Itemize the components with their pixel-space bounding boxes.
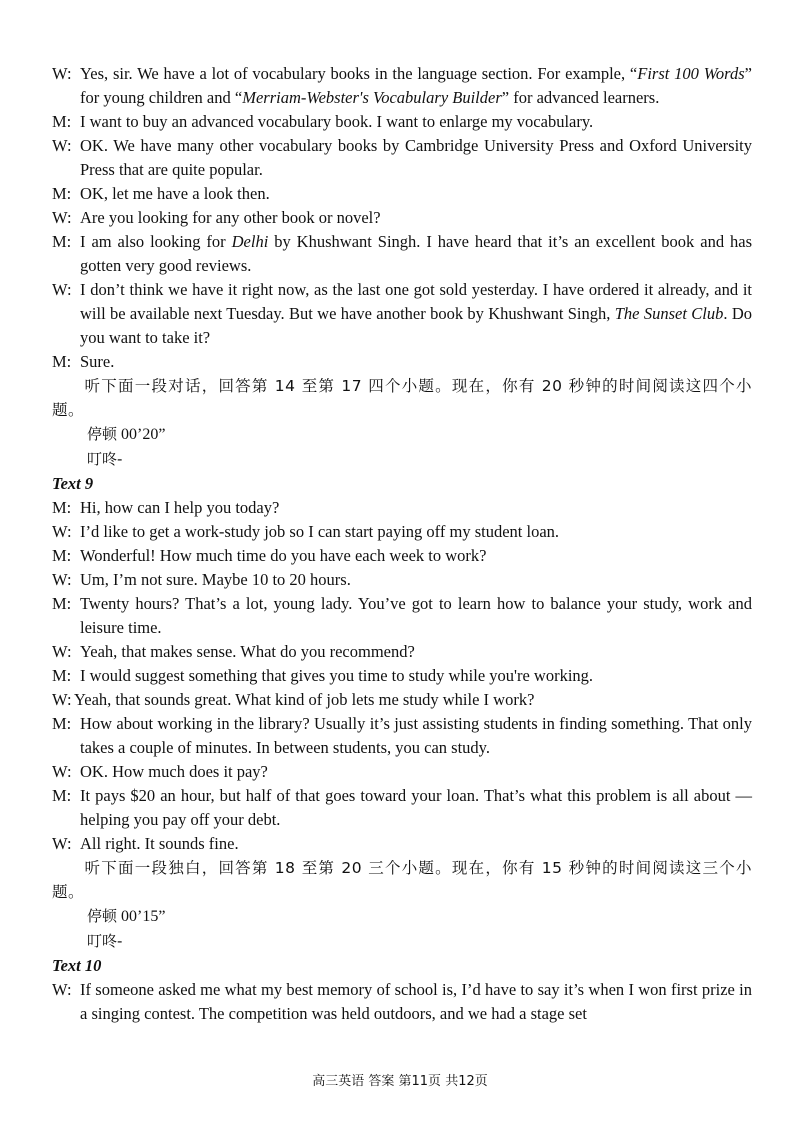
dialogue-text: OK, let me have a look then. — [80, 184, 270, 203]
speaker-label: W: — [52, 64, 76, 83]
speaker-label: M: — [52, 498, 76, 517]
dialogue-text: It pays $20 an hour, but half of that goes toward your loan. That’s what this problem is all about — helping you pay off your debt. — [80, 786, 752, 829]
speaker-label: M: — [52, 666, 76, 685]
dialogue-turn — [52, 182, 752, 206]
speaker-label: W: — [52, 570, 76, 589]
dialogue-turn — [52, 640, 752, 664]
dialogue-text: If someone asked me what my best memory of school is, I’d have to say it’s when I won first prize in a singing contest. The competition was held outdoors, and we had a stage set — [80, 980, 752, 1023]
dialogue-text: How about working in the library? Usually it’s just assisting students in finding something. That only takes a couple of minutes. In between students, you can study. — [80, 714, 752, 757]
speaker-label: M: — [52, 714, 76, 733]
speaker-label: W: — [52, 280, 76, 299]
dialogue-text: Yeah, that sounds great. What kind of job lets me study while I work? — [74, 690, 535, 709]
dialogue-turn — [52, 978, 752, 1026]
dialogue-turn — [52, 544, 752, 568]
speaker-label: M: — [52, 352, 76, 371]
speaker-label: M: — [52, 112, 76, 131]
dialogue-turn — [52, 688, 752, 712]
speaker-label: W: — [52, 136, 76, 155]
speaker-label: M: — [52, 594, 76, 613]
dialogue-turn — [52, 62, 752, 110]
dialogue-turn — [52, 832, 752, 856]
speaker-label: W: — [52, 690, 72, 709]
speaker-label: W: — [52, 642, 76, 661]
dialogue-text: I don’t think we have it right now, as the last one got sold yesterday. I have ordered it already, and it will be available next Tuesday. But we have another book by Khushwant Singh, The Sunset Club. Do you want to take it? — [80, 280, 752, 347]
dialogue-turn — [52, 230, 752, 278]
dialogue-text: OK. How much does it pay? — [80, 762, 268, 781]
pause-note: 停顿 00’20” — [87, 425, 166, 443]
book-title: Merriam-Webster's Vocabulary Builder — [242, 88, 502, 107]
dialogue-turn — [52, 760, 752, 784]
dialogue-turn — [52, 520, 752, 544]
chime-note: 叮咚- — [87, 932, 123, 950]
speaker-label: W: — [52, 522, 76, 541]
instruction-text: 听下面一段独白，回答第 18 至第 20 三个小题。现在，你有 15 秒钟的时间阅读这三个小题。 — [52, 859, 752, 901]
dialogue-text: Wonderful! How much time do you have each week to work? — [80, 546, 487, 565]
book-title: The Sunset Club — [614, 304, 724, 323]
dialogue-turn — [52, 568, 752, 592]
speaker-label: W: — [52, 980, 76, 999]
speaker-label: M: — [52, 786, 76, 805]
dialogue-text: Twenty hours? That’s a lot, young lady. You’ve got to learn how to balance your study, work and leisure time. — [80, 594, 752, 637]
speaker-label: M: — [52, 232, 76, 251]
dialogue-text: I would suggest something that gives you time to study while you're working. — [80, 666, 594, 685]
document-page — [52, 62, 752, 1026]
dialogue-text: Hi, how can I help you today? — [80, 498, 280, 517]
dialogue-text: Are you looking for any other book or novel? — [80, 208, 381, 227]
page-footer: 高三英语 答案 第11页 共12页 — [312, 1074, 488, 1089]
section-heading: Text 9 — [52, 474, 94, 493]
dialogue-turn — [52, 496, 752, 520]
section-heading: Text 10 — [52, 956, 102, 975]
dialogue-turn — [52, 784, 752, 832]
dialogue-text: I am also looking for Delhi by Khushwant Singh. I have heard that it’s an excellent book and has gotten very good reviews. — [80, 232, 753, 275]
book-title: Delhi — [231, 232, 269, 251]
dialogue-turn — [52, 350, 752, 374]
dialogue-turn — [52, 592, 752, 640]
dialogue-text: OK. We have many other vocabulary books by Cambridge University Press and Oxford University Press that are quite popular. — [80, 136, 752, 179]
dialogue-text: Um, I’m not sure. Maybe 10 to 20 hours. — [80, 570, 351, 589]
dialogue-text: All right. It sounds fine. — [80, 834, 239, 853]
dialogue-text: I want to buy an advanced vocabulary book. I want to enlarge my vocabulary. — [80, 112, 594, 131]
dialogue-turn — [52, 278, 752, 350]
dialogue-text: I’d like to get a work-study job so I can start paying off my student loan. — [80, 522, 560, 541]
dialogue-turn — [52, 712, 752, 760]
dialogue-turn — [52, 110, 752, 134]
speaker-label: M: — [52, 184, 76, 203]
dialogue-text: Sure. — [80, 352, 115, 371]
book-title: First 100 Words — [637, 64, 745, 83]
dialogue-text: Yes, sir. We have a lot of vocabulary books in the language section. For example, “First 100 Words” for young children and “Merriam-Webster's Vocabulary Builder” for advanced learners. — [80, 64, 752, 107]
dialogue-turn — [52, 134, 752, 182]
speaker-label: W: — [52, 762, 76, 781]
pause-note: 停顿 00’15” — [87, 907, 166, 925]
dialogue-turn — [52, 206, 752, 230]
instruction-text: 听下面一段对话，回答第 14 至第 17 四个小题。现在，你有 20 秒钟的时间阅读这四个小题。 — [52, 377, 752, 419]
dialogue-turn — [52, 664, 752, 688]
chime-note: 叮咚- — [87, 450, 123, 468]
speaker-label: W: — [52, 834, 76, 853]
speaker-label: W: — [52, 208, 76, 227]
dialogue-text: Yeah, that makes sense. What do you recommend? — [80, 642, 415, 661]
speaker-label: M: — [52, 546, 76, 565]
